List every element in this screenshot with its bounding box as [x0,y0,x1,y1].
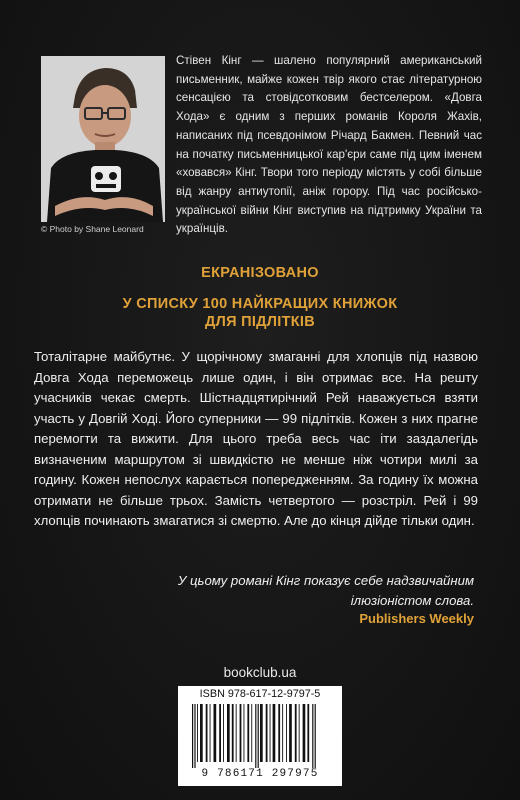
barcode-bar [194,704,195,768]
barcode-bar [232,704,234,762]
barcode-bar [200,704,203,762]
barcode-bar [315,704,316,768]
barcode-digits: 9 786171 297975 [201,768,319,780]
top-list-badge [0,295,520,331]
author-bio [176,52,482,239]
barcode-bar [219,704,221,762]
barcode-bar [278,704,280,762]
publisher-website: bookclub.ua [223,665,297,680]
barcode-bar [258,704,259,768]
barcode-bar [307,704,309,762]
barcode-bar [206,704,208,762]
review-source: Publishers Weekly [359,611,474,626]
author-portrait-image [41,56,165,222]
barcode-bar [192,704,193,768]
barcode-bar [303,704,306,762]
author-photo [41,56,165,222]
barcode-bar [247,704,249,762]
photo-credit: © Photo by Shane Leonard [41,224,144,234]
barcode-bar [260,704,263,762]
barcode-bar [270,704,271,762]
barcode [178,686,342,786]
barcode-bar [255,704,256,768]
review-quote [94,571,474,611]
barcode-bar [236,704,237,762]
barcode-bar [244,704,245,762]
barcode-bar [227,704,230,762]
barcode-bar [251,704,252,762]
barcode-bar [210,704,211,762]
synopsis-text: Тоталітарне майбутнє. У щорічному змаганні для хлопців під назвою Довга Хода переможець лише один, і він отримає все. На решту учасників чекає смерть. Шістнадцятирічний Рей наважується взяти участь у Довгій Ході. Його суперники — 99 підлітків. Кожен з них прагне перемогти та вижити. Для цього треба весь час іти заздалегідь визначеним маршрутом зі швидкістю не менше ніж чотири милі за годину. Кожен непослух карається попередженням. За годину їх можна отримати не більше трьох. Замість четвертого — розстріл. Рей і 99 хлопців починають змагатися зі смертю. Але до кінця дійде тільки один. [34,349,478,528]
barcode-bar [299,704,300,762]
screened-badge: ЕКРАНІЗОВАНО [201,265,319,281]
barcode-bar [240,704,242,762]
barcode-bar [273,704,276,762]
review-quote-line-2: ілюзіоністом слова. [350,593,474,608]
barcode-bar [289,704,292,762]
author-bio-text: Стівен Кінг — шалено популярний американський письменник, майже кожен твір якого стає літературною сенсацією та стовідсотковим бестселером. «Довга Хода» є одним з перших романів Короля Жахів, написаних під псевдонімом Річард Бакмен. Певний час на початку письменницької кар'єри саме під цим іменем «ховався» Кінг. Твори того періоду містять у собі більше від жанру антиутопії, аніж горору. Під час російсько-української війни Кінг виступив на підтримку України та українців. [176,54,482,236]
isbn-label: ISBN 978-617-12-9797-5 [199,688,321,700]
barcode-bar [286,704,287,762]
barcode-bar [223,704,224,762]
barcode-bars [190,704,330,768]
top-list-line-2: ДЛЯ ПІДЛІТКІВ [204,314,316,330]
barcode-bar [197,704,198,762]
barcode-bar [266,704,268,762]
barcode-bar [282,704,283,762]
book-synopsis [34,347,478,532]
review-quote-line-1: У цьому романі Кінг показує себе надзвичайним [177,573,474,588]
barcode-bar [214,704,217,762]
barcode-bar [312,704,313,768]
barcode-bar [295,704,297,762]
top-list-line-1: У СПИСКУ 100 НАЙКРАЩИХ КНИЖОК [122,296,398,312]
